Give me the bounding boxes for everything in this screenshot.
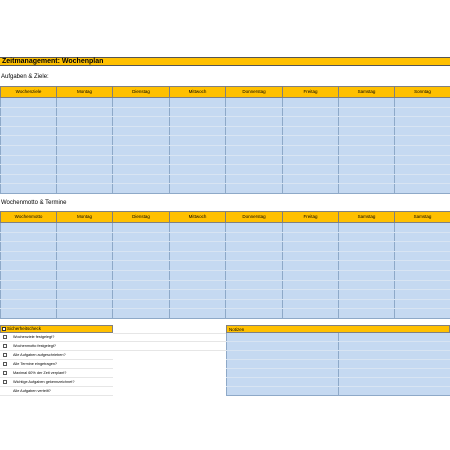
table-cell[interactable] bbox=[170, 299, 226, 309]
table-cell[interactable] bbox=[339, 126, 395, 136]
column-header[interactable]: Montag bbox=[57, 212, 113, 223]
table-cell[interactable] bbox=[226, 184, 283, 194]
table-cell[interactable] bbox=[339, 165, 395, 175]
checklist-item-label: Maximal 60% der Zeit verplant? bbox=[13, 370, 67, 375]
tasks-table bbox=[0, 86, 450, 194]
table-cell[interactable] bbox=[170, 251, 226, 261]
table-cell[interactable] bbox=[395, 126, 450, 136]
table-cell[interactable] bbox=[395, 174, 450, 184]
column-header[interactable]: Mittwoch bbox=[170, 87, 226, 98]
table-cell[interactable] bbox=[339, 333, 450, 342]
motto-row bbox=[1, 309, 450, 319]
gridline bbox=[113, 333, 226, 334]
table-cell[interactable] bbox=[57, 242, 113, 252]
motto-header-row bbox=[1, 212, 450, 223]
column-header[interactable]: Dienstag bbox=[113, 87, 170, 98]
tasks-header-row bbox=[1, 87, 450, 98]
table-cell[interactable] bbox=[227, 387, 339, 396]
section-tasks-label: Aufgaben & Ziele: bbox=[1, 74, 49, 80]
table-cell[interactable] bbox=[170, 270, 226, 280]
table-cell[interactable] bbox=[57, 223, 113, 233]
table-cell[interactable] bbox=[283, 136, 339, 146]
table-cell[interactable] bbox=[227, 378, 339, 387]
table-cell[interactable] bbox=[113, 232, 170, 242]
tasks-row bbox=[1, 98, 450, 108]
table-cell[interactable] bbox=[339, 184, 395, 194]
table-cell[interactable] bbox=[283, 145, 339, 155]
notes-row bbox=[227, 342, 450, 351]
table-cell[interactable] bbox=[226, 136, 283, 146]
motto-row bbox=[1, 299, 450, 309]
table-cell[interactable] bbox=[395, 280, 450, 290]
table-cell[interactable] bbox=[113, 126, 170, 136]
table-cell[interactable] bbox=[395, 290, 450, 300]
table-cell[interactable] bbox=[395, 98, 450, 108]
table-cell[interactable] bbox=[113, 251, 170, 261]
table-cell[interactable] bbox=[170, 232, 226, 242]
table-cell[interactable] bbox=[339, 145, 395, 155]
table-cell[interactable] bbox=[1, 242, 57, 252]
table-cell[interactable] bbox=[57, 309, 113, 319]
table-cell[interactable] bbox=[227, 369, 339, 378]
table-cell[interactable] bbox=[1, 309, 57, 319]
table-cell[interactable] bbox=[226, 251, 283, 261]
notes-row bbox=[227, 378, 450, 387]
checklist-item-label: Alle Aufgaben verteilt? bbox=[13, 388, 51, 393]
table-cell[interactable] bbox=[57, 232, 113, 242]
table-cell[interactable] bbox=[113, 145, 170, 155]
table-cell[interactable] bbox=[226, 126, 283, 136]
checkbox[interactable] bbox=[3, 371, 7, 375]
table-cell[interactable] bbox=[170, 145, 226, 155]
table-cell[interactable] bbox=[1, 184, 57, 194]
column-header[interactable]: Dienstag bbox=[113, 212, 170, 223]
table-cell[interactable] bbox=[283, 174, 339, 184]
gridline bbox=[113, 350, 226, 351]
motto-row bbox=[1, 223, 450, 233]
table-cell[interactable] bbox=[1, 232, 57, 242]
table-cell[interactable] bbox=[339, 174, 395, 184]
table-cell[interactable] bbox=[226, 290, 283, 300]
table-cell[interactable] bbox=[227, 333, 339, 342]
table-cell[interactable] bbox=[226, 280, 283, 290]
table-cell[interactable] bbox=[339, 251, 395, 261]
table-cell[interactable] bbox=[395, 309, 450, 319]
table-cell[interactable] bbox=[113, 309, 170, 319]
table-cell[interactable] bbox=[283, 155, 339, 165]
table-cell[interactable] bbox=[57, 145, 113, 155]
table-cell[interactable] bbox=[395, 155, 450, 165]
table-cell[interactable] bbox=[339, 280, 395, 290]
table-cell[interactable] bbox=[113, 117, 170, 127]
table-cell[interactable] bbox=[1, 136, 57, 146]
table-cell[interactable] bbox=[339, 117, 395, 127]
table-cell[interactable] bbox=[339, 351, 450, 360]
table-cell[interactable] bbox=[226, 299, 283, 309]
table-cell[interactable] bbox=[395, 270, 450, 280]
table-cell[interactable] bbox=[113, 280, 170, 290]
table-cell[interactable] bbox=[170, 117, 226, 127]
checkbox[interactable] bbox=[3, 353, 7, 357]
table-cell[interactable] bbox=[339, 369, 450, 378]
table-cell[interactable] bbox=[395, 107, 450, 117]
table-cell[interactable] bbox=[170, 223, 226, 233]
table-cell[interactable] bbox=[57, 174, 113, 184]
tasks-row bbox=[1, 136, 450, 146]
table-cell[interactable] bbox=[1, 117, 57, 127]
table-cell[interactable] bbox=[226, 174, 283, 184]
table-cell[interactable] bbox=[113, 136, 170, 146]
checklist-panel bbox=[0, 325, 113, 396]
table-cell[interactable] bbox=[170, 242, 226, 252]
table-cell[interactable] bbox=[57, 98, 113, 108]
table-cell[interactable] bbox=[339, 98, 395, 108]
motto-row bbox=[1, 290, 450, 300]
checklist-item-label: Alle Aufgaben aufgeschrieben? bbox=[13, 352, 66, 357]
table-cell[interactable] bbox=[283, 223, 339, 233]
checklist-item-label: Wochenziele festgelegt? bbox=[13, 334, 55, 339]
table-cell[interactable] bbox=[283, 184, 339, 194]
table-cell[interactable] bbox=[1, 299, 57, 309]
motto-table bbox=[0, 211, 450, 319]
table-cell[interactable] bbox=[339, 378, 450, 387]
checklist-item-label: Wichtige Aufgaben gekennzeichnet? bbox=[13, 379, 75, 384]
column-header[interactable]: Samstag bbox=[339, 87, 395, 98]
table-cell[interactable] bbox=[283, 107, 339, 117]
table-cell[interactable] bbox=[395, 261, 450, 271]
table-cell[interactable] bbox=[339, 223, 395, 233]
table-cell[interactable] bbox=[227, 342, 339, 351]
checklist-item bbox=[0, 387, 113, 396]
table-cell[interactable] bbox=[226, 270, 283, 280]
table-cell[interactable] bbox=[339, 232, 395, 242]
column-header[interactable]: Sonntag bbox=[395, 87, 450, 98]
table-cell[interactable] bbox=[170, 107, 226, 117]
tasks-row bbox=[1, 126, 450, 136]
table-cell[interactable] bbox=[57, 136, 113, 146]
table-cell[interactable] bbox=[395, 242, 450, 252]
table-cell[interactable] bbox=[226, 309, 283, 319]
table-cell[interactable] bbox=[339, 342, 450, 351]
table-cell[interactable] bbox=[283, 299, 339, 309]
table-cell[interactable] bbox=[1, 174, 57, 184]
table-cell[interactable] bbox=[339, 155, 395, 165]
table-cell[interactable] bbox=[226, 165, 283, 175]
table-cell[interactable] bbox=[339, 360, 450, 369]
table-cell[interactable] bbox=[283, 117, 339, 127]
checkbox[interactable] bbox=[3, 380, 7, 384]
checkbox[interactable] bbox=[3, 344, 7, 348]
table-cell[interactable] bbox=[113, 270, 170, 280]
table-cell[interactable] bbox=[395, 299, 450, 309]
table-cell[interactable] bbox=[113, 184, 170, 194]
table-cell[interactable] bbox=[1, 223, 57, 233]
notes-panel bbox=[226, 325, 450, 396]
table-cell[interactable] bbox=[57, 299, 113, 309]
table-cell[interactable] bbox=[283, 280, 339, 290]
motto-row bbox=[1, 270, 450, 280]
table-cell[interactable] bbox=[170, 165, 226, 175]
table-cell[interactable] bbox=[226, 242, 283, 252]
column-header[interactable]: Freitag bbox=[283, 87, 339, 98]
tasks-row bbox=[1, 145, 450, 155]
table-cell[interactable] bbox=[227, 360, 339, 369]
table-cell[interactable] bbox=[283, 270, 339, 280]
tasks-row bbox=[1, 155, 450, 165]
motto-row bbox=[1, 242, 450, 252]
table-cell[interactable] bbox=[170, 309, 226, 319]
section-motto-label: Wochenmotto & Termine bbox=[1, 200, 67, 206]
table-cell[interactable] bbox=[113, 107, 170, 117]
table-cell[interactable] bbox=[113, 261, 170, 271]
checkbox[interactable] bbox=[3, 362, 7, 366]
table-cell[interactable] bbox=[339, 387, 450, 396]
table-cell[interactable] bbox=[395, 117, 450, 127]
table-cell[interactable] bbox=[1, 107, 57, 117]
column-header[interactable]: Donnerstag bbox=[226, 212, 283, 223]
table-cell[interactable] bbox=[170, 174, 226, 184]
notes-table bbox=[226, 333, 450, 396]
table-cell[interactable] bbox=[113, 155, 170, 165]
table-cell[interactable] bbox=[226, 155, 283, 165]
table-cell[interactable] bbox=[283, 251, 339, 261]
table-cell[interactable] bbox=[283, 309, 339, 319]
table-cell[interactable] bbox=[395, 165, 450, 175]
table-cell[interactable] bbox=[113, 174, 170, 184]
motto-row bbox=[1, 232, 450, 242]
table-cell[interactable] bbox=[170, 261, 226, 271]
checkbox[interactable] bbox=[3, 335, 7, 339]
table-cell[interactable] bbox=[339, 136, 395, 146]
table-cell[interactable] bbox=[283, 98, 339, 108]
table-cell[interactable] bbox=[57, 107, 113, 117]
column-header[interactable]: Mittwoch bbox=[170, 212, 226, 223]
table-cell[interactable] bbox=[170, 126, 226, 136]
table-cell[interactable] bbox=[395, 145, 450, 155]
notes-row bbox=[227, 387, 450, 396]
table-cell[interactable] bbox=[339, 261, 395, 271]
table-cell[interactable] bbox=[395, 232, 450, 242]
table-cell[interactable] bbox=[1, 165, 57, 175]
table-cell[interactable] bbox=[113, 98, 170, 108]
table-cell[interactable] bbox=[283, 165, 339, 175]
table-cell[interactable] bbox=[113, 299, 170, 309]
tasks-row bbox=[1, 117, 450, 127]
table-cell[interactable] bbox=[170, 155, 226, 165]
table-cell[interactable] bbox=[1, 270, 57, 280]
table-cell[interactable] bbox=[170, 290, 226, 300]
notes-row bbox=[227, 351, 450, 360]
sheet-title: Zeitmanagement: Wochenplan bbox=[0, 57, 450, 66]
table-cell[interactable] bbox=[1, 251, 57, 261]
table-cell[interactable] bbox=[227, 351, 339, 360]
tasks-row bbox=[1, 184, 450, 194]
motto-row bbox=[1, 251, 450, 261]
gridline bbox=[113, 341, 226, 342]
table-cell[interactable] bbox=[339, 299, 395, 309]
table-cell[interactable] bbox=[57, 165, 113, 175]
table-cell[interactable] bbox=[283, 242, 339, 252]
table-cell[interactable] bbox=[339, 107, 395, 117]
table-cell[interactable] bbox=[170, 184, 226, 194]
table-cell[interactable] bbox=[1, 261, 57, 271]
column-header[interactable]: Samstag bbox=[339, 212, 395, 223]
checklist-item-label: Alle Termine eingetragen? bbox=[13, 361, 58, 366]
tasks-row bbox=[1, 107, 450, 117]
table-cell[interactable] bbox=[113, 223, 170, 233]
table-cell[interactable] bbox=[170, 136, 226, 146]
table-cell[interactable] bbox=[226, 98, 283, 108]
column-header[interactable]: Samstag bbox=[395, 212, 450, 223]
table-cell[interactable] bbox=[395, 251, 450, 261]
table-cell[interactable] bbox=[57, 280, 113, 290]
table-cell[interactable] bbox=[1, 155, 57, 165]
table-cell[interactable] bbox=[57, 270, 113, 280]
table-cell[interactable] bbox=[283, 290, 339, 300]
table-cell[interactable] bbox=[226, 117, 283, 127]
notes-row bbox=[227, 360, 450, 369]
notes-row bbox=[227, 333, 450, 342]
table-cell[interactable] bbox=[113, 290, 170, 300]
table-cell[interactable] bbox=[226, 232, 283, 242]
table-cell[interactable] bbox=[283, 261, 339, 271]
table-cell[interactable] bbox=[339, 270, 395, 280]
table-cell[interactable] bbox=[1, 98, 57, 108]
table-cell[interactable] bbox=[170, 98, 226, 108]
table-cell[interactable] bbox=[1, 126, 57, 136]
table-cell[interactable] bbox=[339, 309, 395, 319]
column-header[interactable]: Wochenmotto bbox=[1, 212, 57, 223]
table-cell[interactable] bbox=[57, 251, 113, 261]
tasks-row bbox=[1, 165, 450, 175]
table-cell[interactable] bbox=[395, 136, 450, 146]
table-cell[interactable] bbox=[57, 117, 113, 127]
motto-row bbox=[1, 261, 450, 271]
table-cell[interactable] bbox=[339, 242, 395, 252]
table-cell[interactable] bbox=[339, 290, 395, 300]
table-cell[interactable] bbox=[57, 155, 113, 165]
table-cell[interactable] bbox=[57, 261, 113, 271]
checklist-item-label: Wochenmotto festgelegt? bbox=[13, 343, 56, 348]
checkbox-icon[interactable] bbox=[2, 327, 6, 331]
column-header[interactable]: Montag bbox=[57, 87, 113, 98]
table-cell[interactable] bbox=[283, 126, 339, 136]
table-cell[interactable] bbox=[113, 242, 170, 252]
table-cell[interactable] bbox=[170, 280, 226, 290]
column-header[interactable]: Wochenziele bbox=[1, 87, 57, 98]
table-cell[interactable] bbox=[1, 145, 57, 155]
checklist-title: Sicherheitscheck bbox=[7, 326, 42, 331]
table-cell[interactable] bbox=[57, 126, 113, 136]
table-cell[interactable] bbox=[113, 165, 170, 175]
column-header[interactable]: Donnerstag bbox=[226, 87, 283, 98]
table-cell[interactable] bbox=[57, 290, 113, 300]
motto-row bbox=[1, 280, 450, 290]
table-cell[interactable] bbox=[226, 107, 283, 117]
tasks-row bbox=[1, 174, 450, 184]
table-cell[interactable] bbox=[1, 280, 57, 290]
table-cell[interactable] bbox=[1, 290, 57, 300]
table-cell[interactable] bbox=[395, 223, 450, 233]
table-cell[interactable] bbox=[395, 184, 450, 194]
table-cell[interactable] bbox=[226, 145, 283, 155]
column-header[interactable]: Freitag bbox=[283, 212, 339, 223]
notes-header: Notizen bbox=[226, 325, 450, 333]
table-cell[interactable] bbox=[57, 184, 113, 194]
notes-row bbox=[227, 369, 450, 378]
table-cell[interactable] bbox=[226, 223, 283, 233]
table-cell[interactable] bbox=[226, 261, 283, 271]
table-cell[interactable] bbox=[283, 232, 339, 242]
